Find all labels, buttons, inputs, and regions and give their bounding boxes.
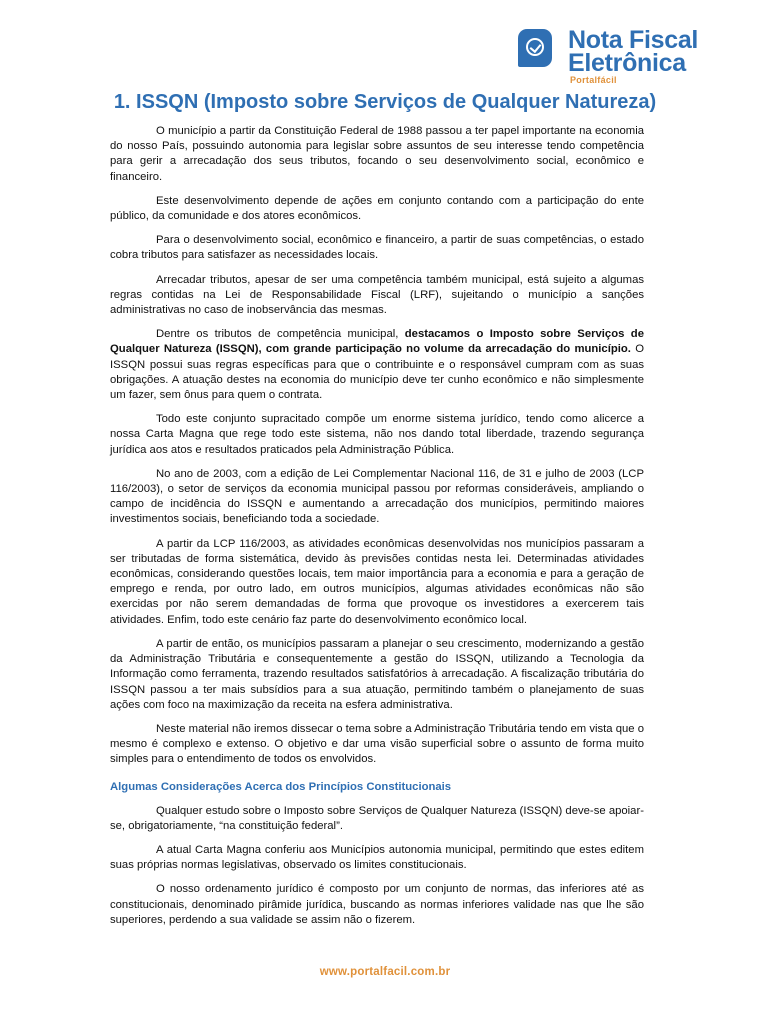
paragraph: Arrecadar tributos, apesar de ser uma competência também municipal, está sujeito a algumas regras contidas na Lei de Responsabilidade Fiscal (LRF), sujeitando o município a sanções administrativas no caso de inobservância das mesmas. [110, 273, 644, 317]
paragraph: Para o desenvolvimento social, econômico e financeiro, a partir de suas competências, o estado cobra tributos para satisfazer as necessidades locais. [110, 234, 644, 262]
footer-website-link[interactable]: www.portalfacil.com.br [319, 966, 451, 978]
logo-line2: Eletrônica [568, 49, 686, 77]
paragraph: Qualquer estudo sobre o Imposto sobre Serviços de Qualquer Natureza (ISSQN) deve-se apoiar-se, obrigatoriamente, “na constituição federal”. [110, 804, 644, 832]
page-title: 1. ISSQN (Imposto sobre Serviços de Qualquer Natureza) [113, 91, 657, 113]
document-body [110, 124, 644, 937]
nota-fiscal-logo-icon [518, 29, 552, 67]
paragraph: O nosso ordenamento jurídico é composto por um conjunto de normas, das inferiores até as constitucionais, denominado pirâmide jurídica, buscando as normas inferiores validade nas que lhe são superiores, perdendo a sua validade se assim não o fizerem. [110, 883, 644, 926]
paragraph: Todo este conjunto supracitado compõe um enorme sistema jurídico, tendo como alicerce a nossa Carta Magna que rege todo este sistema, não nos dando total liberdade, trazendo segurança jurídica aos atos e resultados praticados pela Administração Pública. [110, 413, 644, 456]
section-subheading: Algumas Considerações Acerca dos Princípios Constitucionais [110, 780, 452, 793]
paragraph: No ano de 2003, com a edição de Lei Complementar Nacional 116, de 31 e julho de 2003 (LCP 116/2003), o setor de serviços da economia municipal passou por reformas consideráveis, ampliando o campo de incidência do ISSQN e aumentando a arrecadação dos municípios, permitindo maiores investimentos sociais, beneficiando toda a sociedade. [110, 467, 644, 526]
paragraph-issqn-highlight [110, 327, 644, 403]
logo-subtitle: Portalfácil [570, 75, 617, 85]
paragraph: O município a partir da Constituição Federal de 1988 passou a ter papel importante na economia do nosso País, possuindo autonomia para legislar sobre assuntos de seu interesse tendo competência para gerir a arrecadação dos seus tributos, focando o seu desenvolvimento social, econômico e financeiro. [110, 125, 644, 183]
paragraph-text: Dentre os tributos de competência municipal, [156, 328, 405, 341]
paragraph: A atual Carta Magna conferiu aos Municípios autonomia municipal, permitindo que estes editem suas próprias normas legislativas, observado os limites constitucionais. [110, 843, 644, 872]
logo-line1: Nota Fiscal [568, 26, 699, 54]
highlighted-text: destacamos o Imposto sobre Serviços de Qualquer Natureza (ISSQN), com grande participação no volume da arrecadação do município. [110, 328, 644, 356]
paragraph: Este desenvolvimento depende de ações em conjunto contando com a participação do ente público, da comunidade e dos atores econômicos. [110, 194, 644, 223]
paragraph: A partir da LCP 116/2003, as atividades econômicas desenvolvidas nos municípios passaram a ser tributadas de forma sistemática, devido às previsões contidas nesta lei. Determinadas atividades econômicas, considerando questões locais, tem maior importância para a economia e para a geração de emprego e renda, por outro lado, em outros municípios, algumas atividades econômicas não são exercidas por não serem demandadas de forma que provoque os investidores a exercerem tais atividades. Enfim, todo este cenário faz parte do desenvolvimento econômico local. [110, 537, 644, 626]
paragraph: A partir de então, os municípios passaram a planejar o seu crescimento, modernizando a gestão da Administração Tributária e consequentemente a gestão do ISSQN, utilizando a Tecnologia da Informação como ferramenta, trazendo resultados satisfatórios à arrecadação. A fiscalização tributária do ISSQN passou a ter mais subsídios para a sua atuação, permitindo também o planejamento de suas ações com foco na maximização da receita na esfera administrativa. [110, 637, 644, 711]
portalfacil-logo [518, 26, 750, 86]
paragraph-text: O ISSQN possui suas regras específicas para que o contribuinte e o responsável cumpram com as suas obrigações. A atuação destes na economia do município deve ter cunho econômico e não simplesmente um fazer, sem ônus para quem o contrata. [110, 343, 644, 402]
paragraph: Neste material não iremos dissecar o tema sobre a Administração Tributária tendo em vista que o mesmo é complexo e extenso. O objetivo e dar uma visão superficial sobre o assunto de forma muito simples para o entendimento de todos os envolvidos. [110, 722, 644, 766]
